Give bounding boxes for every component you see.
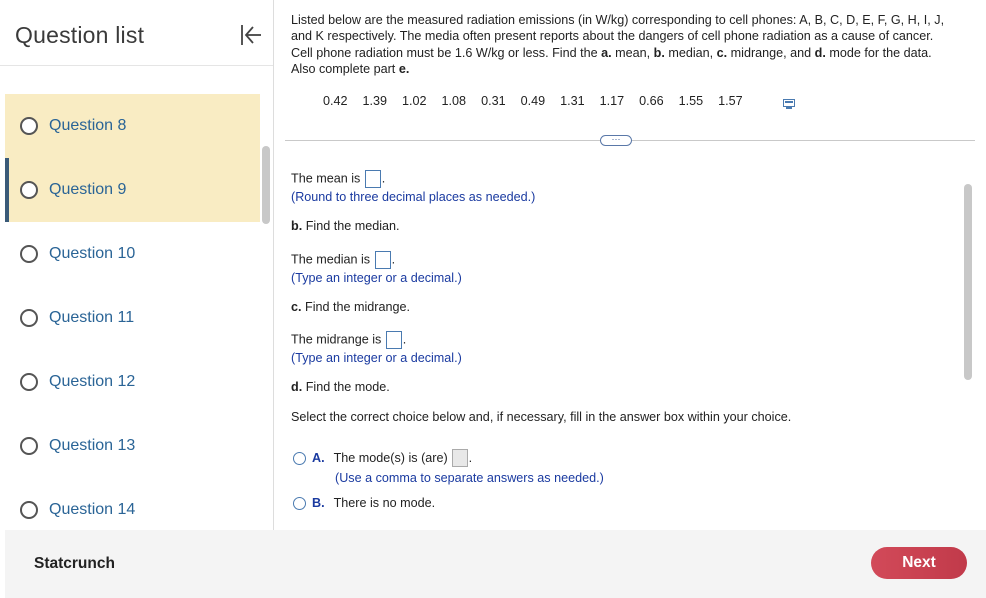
question-label: Question 12 [49,373,136,390]
select-instruction: Select the correct choice below and, if necessary, fill in the answer box within your choice. [291,410,792,424]
choice-a: A. The mode(s) is (are) . [293,449,472,467]
problem-statement [291,12,971,77]
mean-hint: (Round to three decimal places as needed.) [291,190,536,204]
content-scrollbar[interactable] [964,184,972,380]
question-item-12[interactable] [5,350,260,414]
median-hint: (Type an integer or a decimal.) [291,271,462,285]
data-value: 0.49 [520,94,546,108]
question-status-icon [20,373,38,391]
question-status-icon [20,437,38,455]
question-item-13[interactable] [5,414,260,478]
expand-more-button[interactable]: ··· [600,135,632,146]
statcrunch-link[interactable]: Statcrunch [34,555,115,572]
question-item-14[interactable] [5,478,260,530]
choice-b-letter: B. [312,496,325,510]
question-list-panel [0,0,274,530]
question-list-title: Question list [15,22,145,48]
choice-b-text: There is no mode. [333,496,436,510]
question-label: Question 11 [49,309,135,326]
choice-b-radio[interactable] [293,497,306,510]
median-answer-box[interactable] [375,251,391,269]
question-status-icon [20,181,38,199]
part-c-prompt: c. Find the midrange. [291,300,411,314]
choice-a-hint: (Use a comma to separate answers as needed.) [335,471,604,485]
question-status-icon [20,309,38,327]
collapse-left-icon [238,22,264,48]
midrange-hint: (Type an integer or a decimal.) [291,351,462,365]
question-item-8[interactable] [5,94,260,158]
midrange-answer-box[interactable] [386,331,402,349]
question-label: Question 9 [49,181,127,198]
question-label: Question 10 [49,245,136,262]
data-value: 1.08 [441,94,467,108]
problem-line-1: Listed below are the measured radiation emissions (in W/kg) corresponding to cell phones: A, B, C, D, E, F, G, H, I, J, [291,13,945,27]
collapse-panel-button[interactable] [238,22,264,48]
question-item-10[interactable] [5,222,260,286]
choice-a-letter: A. [312,451,325,465]
problem-line-3: Cell phone radiation must be 1.6 W/kg or less. Find the a. mean, b. median, c. midrange, and d. mode for the data. [291,45,932,60]
data-value: 1.31 [560,94,585,108]
question-item-9[interactable] [5,158,260,222]
median-answer-line: The median is . [291,251,395,269]
question-status-icon [20,117,38,135]
choice-a-radio[interactable] [293,452,306,465]
part-b-prompt: b. Find the median. [291,219,400,233]
mean-answer-box[interactable] [365,170,381,188]
data-value: 1.57 [718,94,743,108]
question-item-11[interactable] [5,286,260,350]
question-list-scrollbar[interactable] [262,146,270,224]
data-value: 1.39 [362,94,388,108]
data-value: 0.66 [639,94,664,108]
choice-b [293,496,435,510]
mean-answer-line: The mean is . [291,170,385,188]
data-values [323,94,758,108]
question-list-header [0,0,274,66]
question-content [275,0,986,530]
data-value: 0.42 [323,94,348,108]
data-value: 0.31 [481,94,506,108]
problem-line-4: Also complete part e. [291,61,410,76]
next-button[interactable]: Next [871,547,967,579]
question-status-icon [20,245,38,263]
data-table-button[interactable] [783,96,795,106]
data-value: 1.55 [678,94,704,108]
data-table-icon [783,99,795,109]
problem-line-2: and K respectively. The media often present reports about the dangers of cell phone radiation as a cause of cancer. [291,29,934,44]
question-label: Question 14 [49,501,136,518]
question-status-icon [20,501,38,519]
question-label: Question 13 [49,437,136,454]
data-value: 1.02 [402,94,427,108]
data-value: 1.17 [599,94,625,108]
bottom-bar [5,530,986,598]
part-d-prompt: d. Find the mode. [291,380,390,394]
question-label: Question 8 [49,117,127,134]
mode-answer-box[interactable] [452,449,468,467]
midrange-answer-line: The midrange is . [291,331,406,349]
choice-a-text: The mode(s) is (are) [333,451,448,465]
